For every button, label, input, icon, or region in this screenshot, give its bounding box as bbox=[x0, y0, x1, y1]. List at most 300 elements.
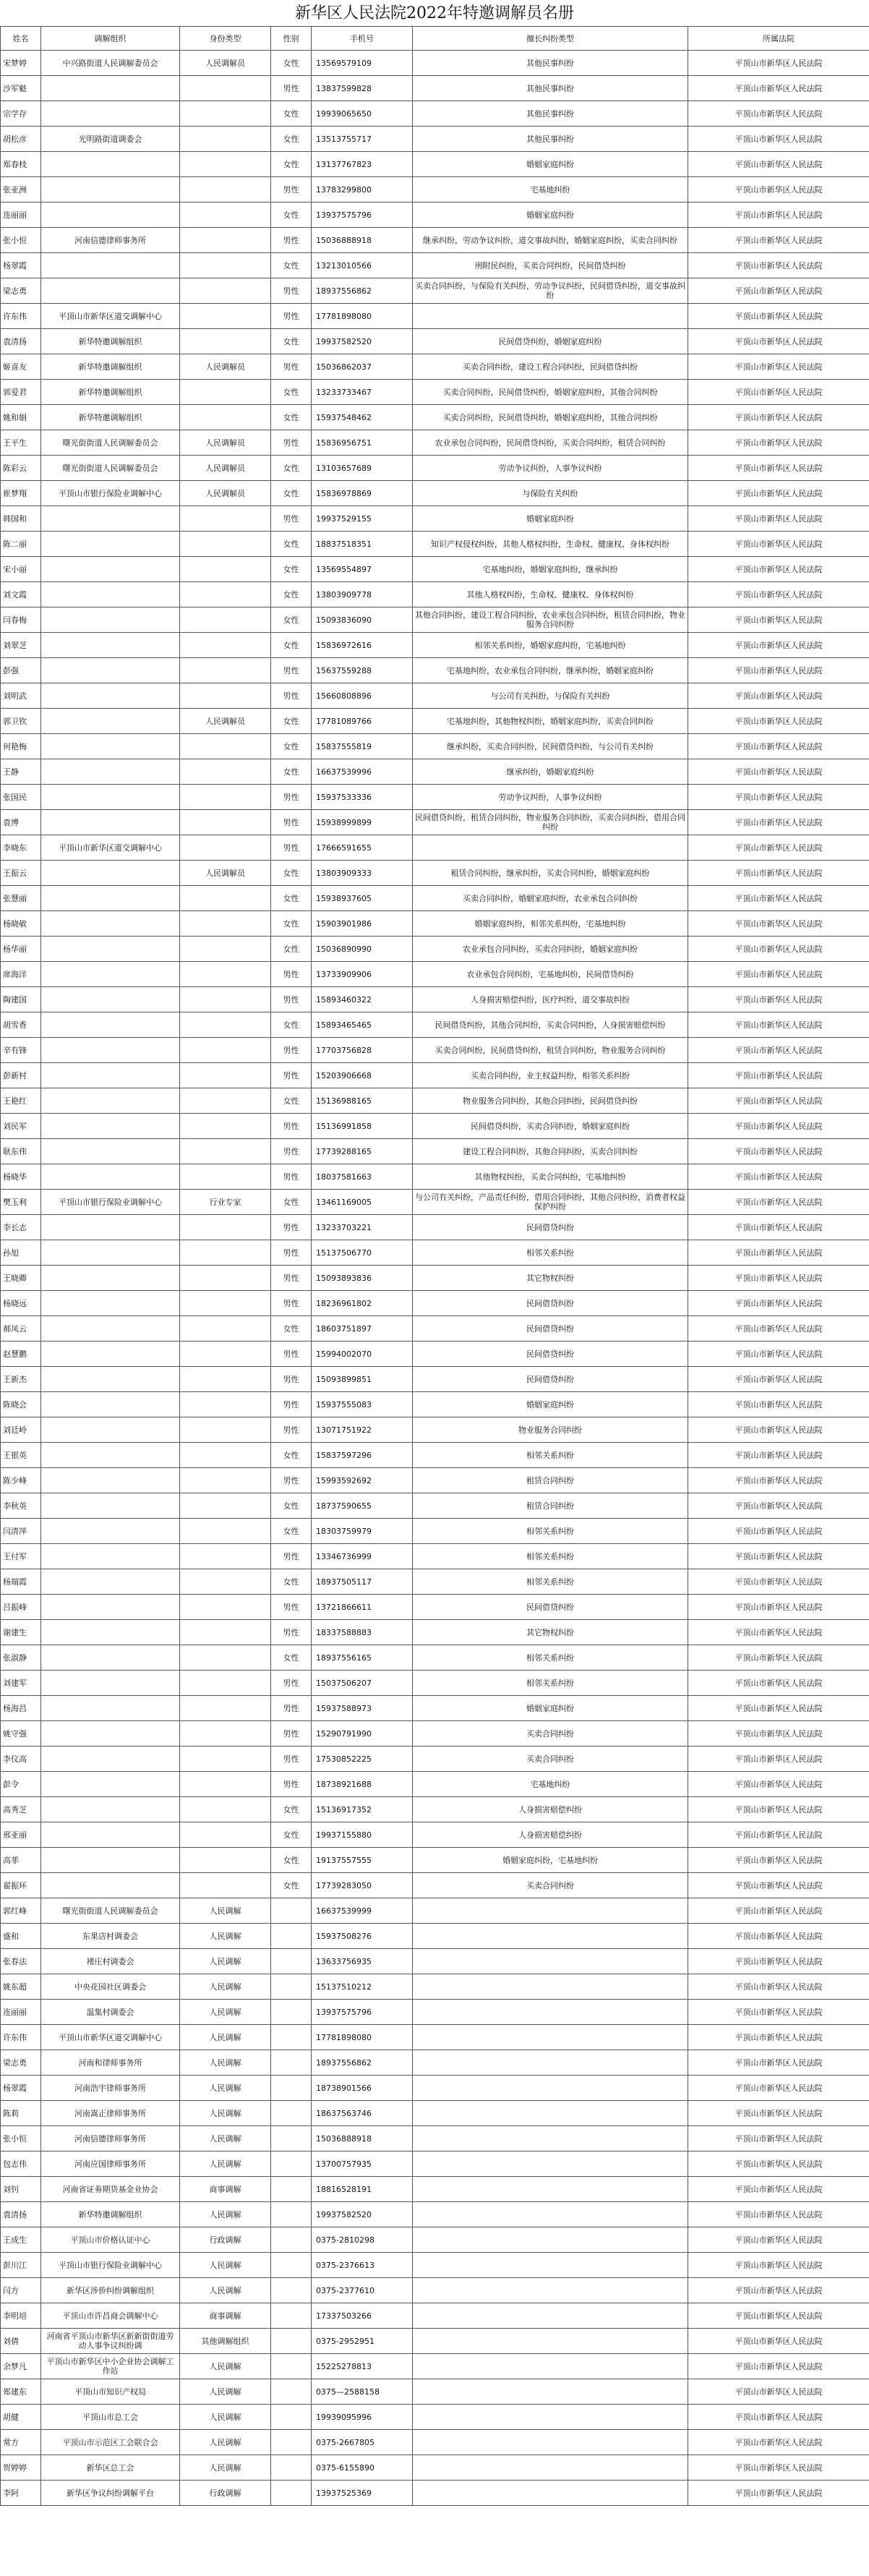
cell-dispute-type bbox=[413, 1898, 688, 1924]
cell-identity-type: 人民调解员 bbox=[180, 481, 271, 506]
cell-phone: 15136991858 bbox=[312, 1114, 413, 1139]
cell-phone: 0375-2377610 bbox=[312, 2278, 413, 2303]
cell-identity-type bbox=[180, 1443, 271, 1468]
cell-phone: 17530852225 bbox=[312, 1747, 413, 1772]
cell-gender: 女性 bbox=[271, 1519, 312, 1544]
cell-name: 席海洋 bbox=[1, 962, 41, 987]
cell-phone: 18937556862 bbox=[312, 2050, 413, 2076]
cell-phone: 15836978869 bbox=[312, 481, 413, 506]
cell-court: 平顶山市新华区人民法院 bbox=[688, 1139, 869, 1164]
cell-organization bbox=[41, 1215, 180, 1240]
table-row bbox=[1, 1519, 869, 1544]
cell-gender: 男性 bbox=[271, 430, 312, 456]
cell-identity-type: 人民调解 bbox=[180, 2050, 271, 2076]
cell-name: 翟振环 bbox=[1, 1873, 41, 1898]
cell-identity-type bbox=[180, 1316, 271, 1342]
table-row bbox=[1, 1114, 869, 1139]
cell-gender: 女性 bbox=[271, 1316, 312, 1342]
cell-name: 姚东超 bbox=[1, 1974, 41, 2000]
cell-court: 平顶山市新华区人民法院 bbox=[688, 2151, 869, 2177]
cell-phone: 18037581663 bbox=[312, 1164, 413, 1190]
cell-name: 李秋英 bbox=[1, 1493, 41, 1519]
cell-identity-type bbox=[180, 1139, 271, 1164]
cell-name: 王成生 bbox=[1, 2227, 41, 2253]
cell-name: 崔梦翔 bbox=[1, 481, 41, 506]
cell-identity-type bbox=[180, 152, 271, 177]
cell-identity-type: 人民调解 bbox=[180, 2278, 271, 2303]
cell-dispute-type bbox=[413, 2253, 688, 2278]
cell-organization bbox=[41, 709, 180, 734]
cell-dispute-type: 民间借贷纠纷 bbox=[413, 1215, 688, 1240]
cell-gender: 男性 bbox=[271, 987, 312, 1012]
cell-organization bbox=[41, 810, 180, 835]
cell-court: 平顶山市新华区人民法院 bbox=[688, 2050, 869, 2076]
cell-phone: 13071751922 bbox=[312, 1417, 413, 1443]
cell-gender: 男性 bbox=[271, 506, 312, 532]
cell-name: 郭红峰 bbox=[1, 1898, 41, 1924]
cell-identity-type: 人民调解员 bbox=[180, 354, 271, 380]
cell-phone: 15937548462 bbox=[312, 405, 413, 430]
cell-organization bbox=[41, 1544, 180, 1569]
table-row bbox=[1, 1671, 869, 1696]
cell-court: 平顶山市新华区人民法院 bbox=[688, 1822, 869, 1848]
cell-dispute-type: 民间借贷纠纷，其他合同纠纷，买卖合同纠纷，人身损害赔偿纠纷 bbox=[413, 1012, 688, 1038]
cell-dispute-type bbox=[413, 835, 688, 861]
cell-name: 连丽丽 bbox=[1, 202, 41, 228]
cell-court: 平顶山市新华区人民法院 bbox=[688, 1063, 869, 1088]
cell-gender bbox=[271, 1898, 312, 1924]
cell-organization bbox=[41, 658, 180, 683]
mediator-table bbox=[0, 26, 869, 2506]
cell-gender: 女性 bbox=[271, 1848, 312, 1873]
cell-organization bbox=[41, 1671, 180, 1696]
cell-dispute-type: 其他人格权纠纷，生命权、健康权、身体权纠纷 bbox=[413, 582, 688, 607]
cell-gender: 女性 bbox=[271, 1493, 312, 1519]
cell-identity-type bbox=[180, 304, 271, 329]
cell-organization: 河南省平顶山市新华区新新街街道劳动人事争议纠纷调 bbox=[41, 2329, 180, 2354]
cell-gender: 男性 bbox=[271, 304, 312, 329]
cell-identity-type bbox=[180, 1342, 271, 1367]
cell-dispute-type: 婚姻家庭纠纷 bbox=[413, 1696, 688, 1721]
cell-phone: 18303759979 bbox=[312, 1519, 413, 1544]
cell-organization bbox=[41, 1038, 180, 1063]
cell-identity-type: 人民调解员 bbox=[180, 861, 271, 886]
cell-court: 平顶山市新华区人民法院 bbox=[688, 2101, 869, 2126]
cell-gender: 女性 bbox=[271, 380, 312, 405]
cell-organization bbox=[41, 1240, 180, 1266]
cell-gender: 女性 bbox=[271, 911, 312, 937]
cell-dispute-type bbox=[413, 1974, 688, 2000]
cell-gender bbox=[271, 1949, 312, 1974]
cell-gender bbox=[271, 2329, 312, 2354]
cell-name: 宋梦婷 bbox=[1, 51, 41, 76]
cell-name: 杨晓远 bbox=[1, 1291, 41, 1316]
cell-dispute-type: 农业承包合同纠纷，宅基地纠纷，民间借贷纠纷 bbox=[413, 962, 688, 987]
cell-gender: 女性 bbox=[271, 481, 312, 506]
cell-gender: 男性 bbox=[271, 1367, 312, 1392]
cell-dispute-type: 宅基地纠纷 bbox=[413, 1772, 688, 1797]
cell-court: 平顶山市新华区人民法院 bbox=[688, 1164, 869, 1190]
table-row bbox=[1, 1342, 869, 1367]
cell-gender: 男性 bbox=[271, 835, 312, 861]
cell-court: 平顶山市新华区人民法院 bbox=[688, 1645, 869, 1671]
cell-identity-type bbox=[180, 785, 271, 810]
cell-court: 平顶山市新华区人民法院 bbox=[688, 2430, 869, 2455]
cell-organization: 曙光街街道人民调解委员会 bbox=[41, 456, 180, 481]
cell-identity-type bbox=[180, 1519, 271, 1544]
cell-identity-type bbox=[180, 1392, 271, 1417]
cell-phone: 15137506770 bbox=[312, 1240, 413, 1266]
table-row bbox=[1, 709, 869, 734]
cell-phone: 19937582520 bbox=[312, 2202, 413, 2227]
cell-name: 沙军魁 bbox=[1, 76, 41, 101]
cell-organization bbox=[41, 1493, 180, 1519]
cell-gender: 男性 bbox=[271, 1114, 312, 1139]
cell-organization bbox=[41, 506, 180, 532]
cell-court: 平顶山市新华区人民法院 bbox=[688, 582, 869, 607]
cell-name: 孙旭 bbox=[1, 1240, 41, 1266]
cell-name: 杨华丽 bbox=[1, 937, 41, 962]
table-row bbox=[1, 785, 869, 810]
cell-identity-type bbox=[180, 1038, 271, 1063]
cell-dispute-type bbox=[413, 2126, 688, 2151]
cell-name: 杨晓华 bbox=[1, 1164, 41, 1190]
cell-dispute-type: 买卖合同纠纷，民间借贷纠纷，租赁合同纠纷，物业服务合同纠纷 bbox=[413, 1038, 688, 1063]
cell-phone: 17739288165 bbox=[312, 1139, 413, 1164]
cell-court: 平顶山市新华区人民法院 bbox=[688, 152, 869, 177]
cell-organization bbox=[41, 101, 180, 127]
table-row bbox=[1, 506, 869, 532]
cell-dispute-type: 民间借贷纠纷，买卖合同纠纷，婚姻家庭纠纷 bbox=[413, 1114, 688, 1139]
cell-dispute-type: 继承纠纷，劳动争议纠纷，道交事故纠纷，婚姻家庭纠纷，买卖合同纠纷 bbox=[413, 228, 688, 253]
cell-name: 王银英 bbox=[1, 1443, 41, 1468]
cell-gender: 男性 bbox=[271, 1038, 312, 1063]
cell-dispute-type: 其它物权纠纷 bbox=[413, 1620, 688, 1645]
table-row bbox=[1, 1873, 869, 1898]
cell-identity-type bbox=[180, 1696, 271, 1721]
cell-identity-type bbox=[180, 683, 271, 709]
cell-name: 余梦凡 bbox=[1, 2354, 41, 2379]
cell-court: 平顶山市新华区人民法院 bbox=[688, 2126, 869, 2151]
cell-name: 袁清扬 bbox=[1, 2202, 41, 2227]
cell-identity-type bbox=[180, 1493, 271, 1519]
cell-court: 平顶山市新华区人民法院 bbox=[688, 76, 869, 101]
cell-name: 刘倩 bbox=[1, 2329, 41, 2354]
cell-dispute-type: 其他合同纠纷，建设工程合同纠纷，农业承包合同纠纷，租赁合同纠纷，物业服务合同纠纷 bbox=[413, 607, 688, 633]
cell-court: 平顶山市新华区人民法院 bbox=[688, 709, 869, 734]
cell-dispute-type: 民间借贷纠纷，婚姻家庭纠纷 bbox=[413, 329, 688, 354]
table-row bbox=[1, 2481, 869, 2506]
table-row bbox=[1, 1443, 869, 1468]
table-row bbox=[1, 304, 869, 329]
cell-organization: 新华特邀调解组织 bbox=[41, 2202, 180, 2227]
cell-phone: 15290791990 bbox=[312, 1721, 413, 1747]
cell-phone: 15036862037 bbox=[312, 354, 413, 380]
table-row bbox=[1, 582, 869, 607]
cell-phone: 19937155880 bbox=[312, 1822, 413, 1848]
cell-identity-type: 人民调解 bbox=[180, 2126, 271, 2151]
cell-dispute-type: 婚姻家庭纠纷 bbox=[413, 506, 688, 532]
cell-court: 平顶山市新华区人民法院 bbox=[688, 2253, 869, 2278]
cell-identity-type bbox=[180, 1088, 271, 1114]
header-organization: 调解组织 bbox=[41, 27, 180, 51]
cell-court: 平顶山市新华区人民法院 bbox=[688, 1949, 869, 1974]
cell-organization: 新华特邀调解组织 bbox=[41, 405, 180, 430]
table-row bbox=[1, 1367, 869, 1392]
cell-dispute-type bbox=[413, 2329, 688, 2354]
cell-identity-type: 人民调解 bbox=[180, 2379, 271, 2405]
cell-phone: 19937529155 bbox=[312, 506, 413, 532]
cell-court: 平顶山市新华区人民法院 bbox=[688, 607, 869, 633]
cell-dispute-type: 婚姻家庭纠纷，宅基地纠纷 bbox=[413, 1848, 688, 1873]
cell-phone: 13569554897 bbox=[312, 557, 413, 582]
cell-phone: 15203906668 bbox=[312, 1063, 413, 1088]
cell-name: 王平生 bbox=[1, 430, 41, 456]
table-row bbox=[1, 1417, 869, 1443]
cell-phone: 13633756935 bbox=[312, 1949, 413, 1974]
table-row bbox=[1, 1645, 869, 1671]
cell-phone: 15093893836 bbox=[312, 1266, 413, 1291]
cell-dispute-type: 农业承包合同纠纷，买卖合同纠纷，婚姻家庭纠纷 bbox=[413, 937, 688, 962]
cell-identity-type bbox=[180, 633, 271, 658]
cell-name: 李阿 bbox=[1, 2481, 41, 2506]
cell-name: 张慧丽 bbox=[1, 886, 41, 911]
header-identity-type: 身份类型 bbox=[180, 27, 271, 51]
cell-organization bbox=[41, 785, 180, 810]
cell-name: 郝凤云 bbox=[1, 1316, 41, 1342]
cell-dispute-type: 婚姻家庭纠纷 bbox=[413, 202, 688, 228]
cell-court: 平顶山市新华区人民法院 bbox=[688, 1443, 869, 1468]
cell-dispute-type bbox=[413, 2354, 688, 2379]
table-row bbox=[1, 177, 869, 202]
cell-court: 平顶山市新华区人民法院 bbox=[688, 1038, 869, 1063]
cell-dispute-type: 相邻关系纠纷 bbox=[413, 1569, 688, 1595]
cell-court: 平顶山市新华区人民法院 bbox=[688, 506, 869, 532]
cell-identity-type: 人民调解 bbox=[180, 2101, 271, 2126]
cell-identity-type bbox=[180, 607, 271, 633]
cell-identity-type: 人民调解员 bbox=[180, 456, 271, 481]
cell-phone: 15637559288 bbox=[312, 658, 413, 683]
cell-court: 平顶山市新华区人民法院 bbox=[688, 430, 869, 456]
cell-identity-type bbox=[180, 253, 271, 278]
cell-court: 平顶山市新华区人民法院 bbox=[688, 2329, 869, 2354]
cell-dispute-type bbox=[413, 2050, 688, 2076]
cell-phone: 19937582520 bbox=[312, 329, 413, 354]
cell-court: 平顶山市新华区人民法院 bbox=[688, 1873, 869, 1898]
cell-name: 贺婷婷 bbox=[1, 2455, 41, 2481]
cell-court: 平顶山市新华区人民法院 bbox=[688, 861, 869, 886]
table-row bbox=[1, 354, 869, 380]
cell-gender bbox=[271, 2278, 312, 2303]
cell-identity-type bbox=[180, 1721, 271, 1747]
table-row bbox=[1, 228, 869, 253]
cell-gender: 男性 bbox=[271, 76, 312, 101]
cell-court: 平顶山市新华区人民法院 bbox=[688, 1747, 869, 1772]
cell-name: 李晓东 bbox=[1, 835, 41, 861]
cell-name: 刘建军 bbox=[1, 1671, 41, 1696]
cell-court: 平顶山市新华区人民法院 bbox=[688, 2202, 869, 2227]
table-row bbox=[1, 734, 869, 759]
cell-court: 平顶山市新华区人民法院 bbox=[688, 1316, 869, 1342]
cell-gender: 男性 bbox=[271, 810, 312, 835]
table-row bbox=[1, 633, 869, 658]
table-row bbox=[1, 2329, 869, 2354]
cell-name: 李长志 bbox=[1, 1215, 41, 1240]
cell-identity-type bbox=[180, 1772, 271, 1797]
cell-identity-type bbox=[180, 1671, 271, 1696]
cell-phone: 18937556165 bbox=[312, 1645, 413, 1671]
cell-gender bbox=[271, 2126, 312, 2151]
cell-phone: 18637563746 bbox=[312, 2101, 413, 2126]
cell-name: 谢建生 bbox=[1, 1620, 41, 1645]
cell-gender bbox=[271, 2303, 312, 2329]
table-row bbox=[1, 2076, 869, 2101]
cell-gender bbox=[271, 2379, 312, 2405]
cell-gender: 女性 bbox=[271, 1569, 312, 1595]
table-row bbox=[1, 2430, 869, 2455]
cell-dispute-type: 宅基地纠纷，其他物权纠纷，婚姻家庭纠纷，买卖合同纠纷 bbox=[413, 709, 688, 734]
table-row bbox=[1, 835, 869, 861]
cell-name: 杨晓敏 bbox=[1, 911, 41, 937]
cell-organization bbox=[41, 152, 180, 177]
cell-organization bbox=[41, 911, 180, 937]
cell-organization: 新华特邀调解组织 bbox=[41, 329, 180, 354]
table-row bbox=[1, 937, 869, 962]
cell-gender: 女性 bbox=[271, 202, 312, 228]
cell-dispute-type: 婚姻家庭纠纷，相邻关系纠纷，宅基地纠纷 bbox=[413, 911, 688, 937]
cell-organization: 新华区争议纠纷调解平台 bbox=[41, 2481, 180, 2506]
cell-gender: 男性 bbox=[271, 1595, 312, 1620]
cell-phone: 15937555083 bbox=[312, 1392, 413, 1417]
table-row bbox=[1, 1392, 869, 1417]
table-row bbox=[1, 1772, 869, 1797]
cell-phone: 15137510212 bbox=[312, 1974, 413, 2000]
cell-dispute-type: 人身损害赔偿纠纷 bbox=[413, 1822, 688, 1848]
cell-court: 平顶山市新华区人民法院 bbox=[688, 633, 869, 658]
cell-identity-type bbox=[180, 1569, 271, 1595]
cell-name: 连丽丽 bbox=[1, 2000, 41, 2025]
cell-gender bbox=[271, 1974, 312, 2000]
cell-name: 王艳红 bbox=[1, 1088, 41, 1114]
cell-identity-type bbox=[180, 886, 271, 911]
cell-organization bbox=[41, 683, 180, 709]
cell-phone: 18816528191 bbox=[312, 2177, 413, 2202]
cell-name: 姚和娟 bbox=[1, 405, 41, 430]
cell-court: 平顶山市新华区人民法院 bbox=[688, 835, 869, 861]
table-row bbox=[1, 1620, 869, 1645]
cell-phone: 13837599828 bbox=[312, 76, 413, 101]
cell-phone: 13700757935 bbox=[312, 2151, 413, 2177]
cell-court: 平顶山市新华区人民法院 bbox=[688, 987, 869, 1012]
cell-name: 胡健 bbox=[1, 2405, 41, 2430]
cell-phone: 15093899851 bbox=[312, 1367, 413, 1392]
cell-court: 平顶山市新华区人民法院 bbox=[688, 278, 869, 304]
cell-organization: 平顶山市银行保险业调解中心 bbox=[41, 481, 180, 506]
cell-dispute-type: 婚姻家庭纠纷 bbox=[413, 1392, 688, 1417]
cell-name: 刘明武 bbox=[1, 683, 41, 709]
cell-dispute-type: 买卖合同纠纷 bbox=[413, 1721, 688, 1747]
cell-phone: 13233733467 bbox=[312, 380, 413, 405]
cell-organization: 曙光街街道人民调解委员会 bbox=[41, 430, 180, 456]
cell-organization bbox=[41, 1696, 180, 1721]
cell-phone: 13233703221 bbox=[312, 1215, 413, 1240]
cell-phone: 13513755717 bbox=[312, 127, 413, 152]
table-row bbox=[1, 127, 869, 152]
cell-name: 姚守强 bbox=[1, 1721, 41, 1747]
table-row bbox=[1, 987, 869, 1012]
cell-organization: 新华区涉侨纠纷调解组织 bbox=[41, 2278, 180, 2303]
cell-dispute-type: 劳动争议纠纷，人事争议纠纷 bbox=[413, 456, 688, 481]
cell-gender bbox=[271, 2151, 312, 2177]
cell-phone: 13937525369 bbox=[312, 2481, 413, 2506]
cell-gender: 男性 bbox=[271, 1342, 312, 1367]
cell-name: 辛有锋 bbox=[1, 1038, 41, 1063]
cell-gender: 女性 bbox=[271, 1822, 312, 1848]
cell-name: 刘钊 bbox=[1, 2177, 41, 2202]
cell-gender: 女性 bbox=[271, 557, 312, 582]
cell-dispute-type: 其它物权纠纷 bbox=[413, 1266, 688, 1291]
cell-court: 平顶山市新华区人民法院 bbox=[688, 1797, 869, 1822]
cell-court: 平顶山市新华区人民法院 bbox=[688, 810, 869, 835]
cell-identity-type: 商事调解 bbox=[180, 2303, 271, 2329]
cell-identity-type bbox=[180, 734, 271, 759]
cell-identity-type bbox=[180, 101, 271, 127]
cell-identity-type bbox=[180, 1215, 271, 1240]
cell-phone: 0375-2667805 bbox=[312, 2430, 413, 2455]
cell-name: 胡雪香 bbox=[1, 1012, 41, 1038]
table-row bbox=[1, 405, 869, 430]
cell-phone: 13137767823 bbox=[312, 152, 413, 177]
cell-organization bbox=[41, 734, 180, 759]
cell-court: 平顶山市新华区人民法院 bbox=[688, 481, 869, 506]
cell-organization bbox=[41, 1164, 180, 1190]
cell-identity-type: 人民调解 bbox=[180, 2455, 271, 2481]
cell-identity-type: 人民调解员 bbox=[180, 51, 271, 76]
cell-phone: 18937556862 bbox=[312, 278, 413, 304]
cell-organization: 河南嵩正律师事务所 bbox=[41, 2101, 180, 2126]
cell-gender bbox=[271, 2025, 312, 2050]
cell-court: 平顶山市新华区人民法院 bbox=[688, 127, 869, 152]
cell-gender: 男性 bbox=[271, 1620, 312, 1645]
cell-court: 平顶山市新华区人民法院 bbox=[688, 354, 869, 380]
cell-gender bbox=[271, 2253, 312, 2278]
cell-organization: 平顶山市银行保险业调解中心 bbox=[41, 2253, 180, 2278]
cell-dispute-type: 其他物权纠纷，买卖合同纠纷，宅基地纠纷 bbox=[413, 1164, 688, 1190]
cell-organization: 平顶山市示范区工会联合会 bbox=[41, 2430, 180, 2455]
cell-dispute-type: 相邻关系纠纷 bbox=[413, 1671, 688, 1696]
cell-gender: 女性 bbox=[271, 51, 312, 76]
cell-name: 闫清萍 bbox=[1, 1519, 41, 1544]
cell-phone: 16637539996 bbox=[312, 759, 413, 785]
cell-organization bbox=[41, 1114, 180, 1139]
cell-identity-type bbox=[180, 1012, 271, 1038]
cell-court: 平顶山市新华区人民法院 bbox=[688, 1088, 869, 1114]
cell-gender: 女性 bbox=[271, 1797, 312, 1822]
cell-gender bbox=[271, 2227, 312, 2253]
page-title: 新华区人民法院2022年特邀调解员名册 bbox=[0, 1, 869, 26]
cell-dispute-type bbox=[413, 2227, 688, 2253]
cell-gender: 女性 bbox=[271, 886, 312, 911]
cell-name: 梁志勇 bbox=[1, 2050, 41, 2076]
cell-phone: 15938999899 bbox=[312, 810, 413, 835]
cell-name: 樊玉利 bbox=[1, 1190, 41, 1215]
cell-name: 吕振峰 bbox=[1, 1595, 41, 1620]
cell-name: 王付军 bbox=[1, 1544, 41, 1569]
header-name: 姓名 bbox=[1, 27, 41, 51]
cell-name: 陈二丽 bbox=[1, 532, 41, 557]
cell-identity-type bbox=[180, 228, 271, 253]
cell-name: 许东伟 bbox=[1, 2025, 41, 2050]
